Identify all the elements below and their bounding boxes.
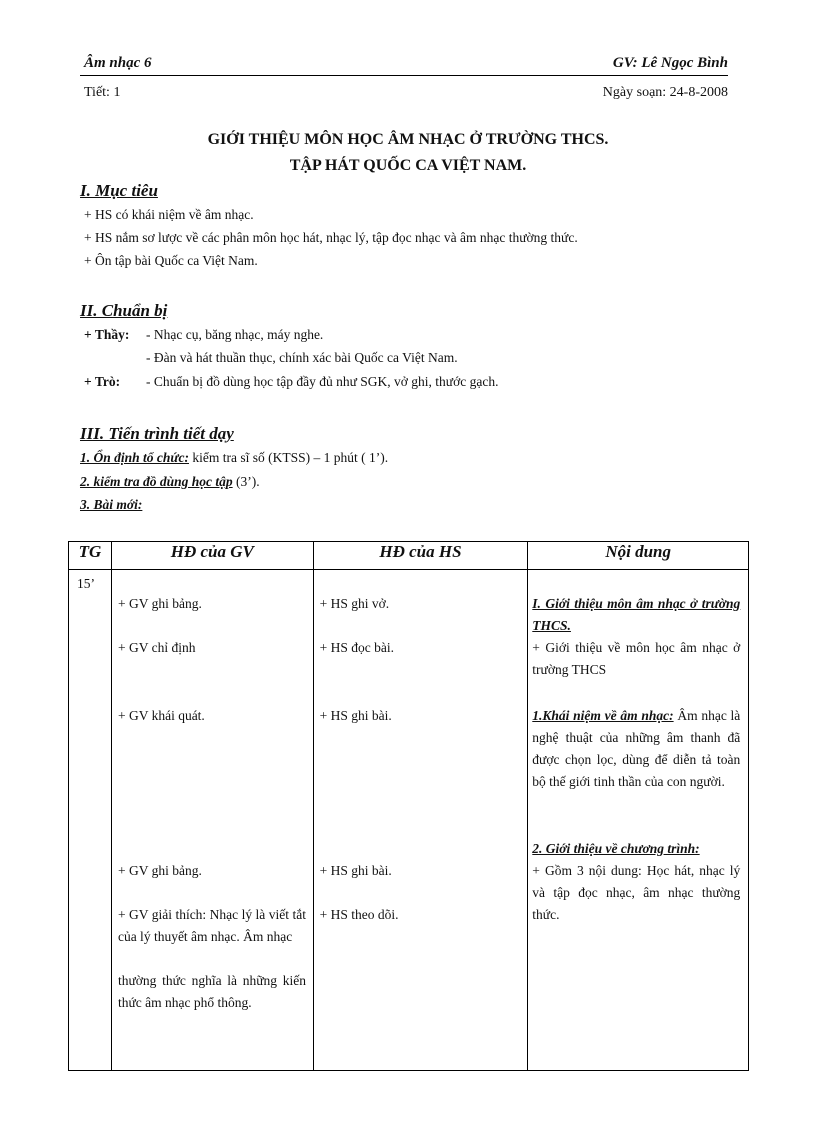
step2-label: 2. kiểm tra đồ dùng học tập: [80, 474, 233, 489]
content-cell: [528, 570, 749, 1071]
objectives-heading: I. Mục tiêu: [80, 181, 158, 200]
page-title-line1: GIỚI THIỆU MÔN HỌC ÂM NHẠC Ở TRƯỜNG THCS.: [207, 131, 609, 148]
col-header-student: HĐ của HS: [313, 542, 528, 570]
content-section-1-title: I. Giới thiệu môn âm nhạc ở trường THCS.: [532, 596, 741, 633]
table-row: [69, 570, 749, 1071]
gv-activity: + GV ghi bảng.: [117, 863, 202, 878]
page-header: [80, 55, 728, 76]
subject-label: Âm nhạc 6: [84, 55, 152, 71]
gv-activity: + GV chỉ định: [117, 640, 196, 655]
content-section-3-title: 2. Giới thiệu về chương trình:: [532, 841, 700, 856]
student-prep-item: - Chuẩn bị đồ dùng học tập đầy đủ như SGK, vở ghi, thước gạch.: [146, 374, 499, 389]
step2: [80, 474, 260, 490]
content-section-1: [532, 593, 740, 637]
student-prep-label: + Trò:: [84, 374, 121, 389]
teacher-prep-item: - Nhạc cụ, băng nhạc, máy nghe.: [146, 327, 324, 342]
content-section-1-text: + Giới thiệu về môn học âm nhạc ở trường THCS: [532, 640, 741, 677]
process-heading: III. Tiến trình tiết dạy: [80, 424, 234, 443]
step2-text: (3’).: [232, 474, 260, 489]
step3-label: 3. Bài mới:: [80, 497, 143, 512]
objective-item: + HS có khái niệm về âm nhạc.: [84, 207, 254, 222]
hs-activity: + HS đọc bài.: [319, 640, 394, 655]
teacher-prep-item: - Đàn và hát thuần thục, chính xác bài Quốc ca Việt Nam.: [146, 350, 458, 365]
hs-activity: + HS theo dõi.: [319, 907, 399, 922]
col-header-time: TG: [69, 542, 112, 570]
step1: [80, 450, 388, 466]
hs-activity: + HS ghi bài.: [319, 863, 392, 878]
time-cell: [69, 570, 112, 1071]
gv-activity: thường thức nghĩa là những kiến thức âm nhạc phổ thông.: [117, 973, 306, 1010]
content-section-2: [532, 705, 740, 793]
content-section-3-text: + Gồm 3 nội dung: Học hát, nhạc lý và tập đọc nhạc, âm nhạc thường thức.: [532, 863, 741, 922]
preparation-heading: II. Chuẩn bị: [80, 301, 168, 320]
teacher-activity-cell: [111, 570, 313, 1071]
content-section-3: [532, 838, 740, 860]
hs-activity: + HS ghi vở.: [319, 596, 390, 611]
col-header-teacher: HĐ của GV: [111, 542, 313, 570]
content-section-2-text: Âm nhạc là nghệ thuật của những âm thanh đã được chọn lọc, dùng để diễn tả toàn bộ thế giới tinh thần của con người.: [532, 708, 741, 789]
gv-activity: + GV khái quát.: [117, 708, 205, 723]
lesson-number: Tiết: 1: [84, 85, 121, 100]
objective-item: + Ôn tập bài Quốc ca Việt Nam.: [84, 253, 258, 268]
step1-text: kiểm tra sĩ số (KTSS) – 1 phút ( 1’).: [188, 450, 389, 465]
lesson-table: [68, 541, 749, 1071]
table-header-row: [69, 542, 749, 570]
gv-activity: + GV ghi bảng.: [117, 596, 202, 611]
student-activity-cell: [313, 570, 528, 1071]
content-section-2-title: 1.Khái niệm về âm nhạc:: [532, 708, 674, 723]
step3: [80, 497, 142, 513]
teacher-label: GV: Lê Ngọc Bình: [612, 55, 728, 71]
gv-activity: + GV giải thích: Nhạc lý là viết tắt của lý thuyết âm nhạc. Âm nhạc: [117, 907, 306, 944]
col-header-content: Nội dung: [528, 542, 749, 570]
step1-label: 1. Ổn định tổ chức:: [80, 450, 189, 465]
prep-date: Ngày soạn: 24-8-2008: [602, 85, 728, 100]
teacher-prep-label: + Thầy:: [84, 327, 130, 342]
page-title-line2: TẬP HÁT QUỐC CA VIỆT NAM.: [289, 157, 527, 174]
hs-activity: + HS ghi bài.: [319, 708, 392, 723]
objective-item: + HS nắm sơ lược về các phân môn học hát, nhạc lý, tập đọc nhạc và âm nhạc thường thức.: [84, 230, 578, 245]
time-value: 15’: [77, 576, 95, 591]
